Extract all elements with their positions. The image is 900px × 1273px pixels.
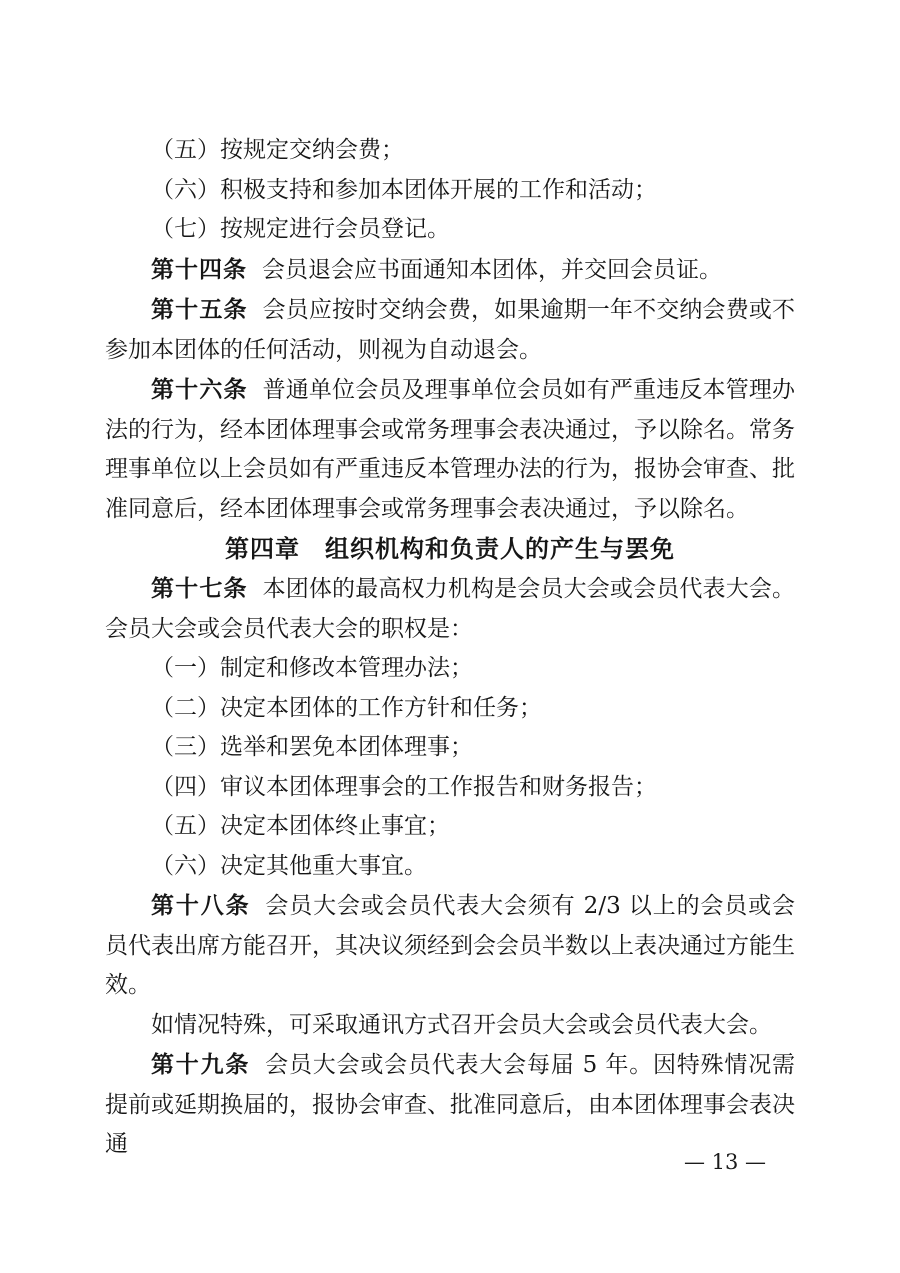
article-paragraph <box>105 290 795 370</box>
article-text: 会员大会或会员代表大会须有 2/3 以上的会员或会员代表出席方能召开，其决议须经到会会员半数以上表决通过方能生效。 <box>105 893 796 998</box>
article-number: 第十六条 <box>151 376 248 403</box>
article-number: 第十八条 <box>151 892 251 919</box>
article-paragraph <box>105 886 795 1006</box>
body-paragraph: （一）制定和修改本管理办法； <box>151 655 473 681</box>
body-paragraph: （六）积极支持和参加本团体开展的工作和活动； <box>151 176 657 203</box>
chapter-heading: 第四章 组织机构和负责人的产生与罢免 <box>225 535 675 563</box>
body-paragraph: （二）决定本团体的工作方针和任务； <box>151 694 542 721</box>
body-paragraph: （七）按规定进行会员登记。 <box>151 216 450 242</box>
article-paragraph <box>105 250 795 291</box>
page-number: — 13 — <box>683 1150 767 1174</box>
article-text: 会员大会或会员代表大会每届 5 年。因特殊情况需提前或延期换届的，报协会审查、批准同意后，由本团体理事会表决通 <box>105 1052 795 1157</box>
body-paragraph: （六）决定其他重大事宜。 <box>151 852 427 879</box>
body-paragraph: （三）选举和罢免本团体理事； <box>151 734 473 760</box>
body-paragraph: （四）审议本团体理事会的工作报告和财务报告； <box>151 773 657 800</box>
article-number: 第十七条 <box>151 575 248 602</box>
article-text: 会员退会应书面通知本团体，并交回会员证。 <box>261 256 722 283</box>
article-number: 第十五条 <box>151 296 248 323</box>
article-text: 本团体的最高权力机构是会员大会或会员代表大会。会员大会或会员代表大会的职权是： <box>105 576 795 642</box>
body-paragraph: （五）按规定交纳会费； <box>151 137 404 163</box>
document-body <box>105 131 795 1165</box>
article-text: 会员应按时交纳会费，如果逾期一年不交纳会费或不参加本团体的任何活动，则视为自动退会。 <box>105 297 795 363</box>
article-paragraph <box>105 569 795 649</box>
article-number: 第十四条 <box>151 255 247 283</box>
article-text: 普通单位会员及理事单位会员如有严重违反本管理办法的行为，经本团体理事会或常务理事会表决通过，予以除名。常务理事单位以上会员如有严重违反本管理办法的行为，报协会审查、批准同意后，经本团体理事会或常务理事会表决通过，予以除名。 <box>105 377 795 522</box>
body-paragraph: （五）决定本团体终止事宜； <box>151 813 450 839</box>
article-number: 第十九条 <box>151 1051 251 1078</box>
article-paragraph <box>105 370 795 529</box>
body-paragraph: 如情况特殊，可采取通讯方式召开会员大会或会员代表大会。 <box>151 1011 772 1038</box>
